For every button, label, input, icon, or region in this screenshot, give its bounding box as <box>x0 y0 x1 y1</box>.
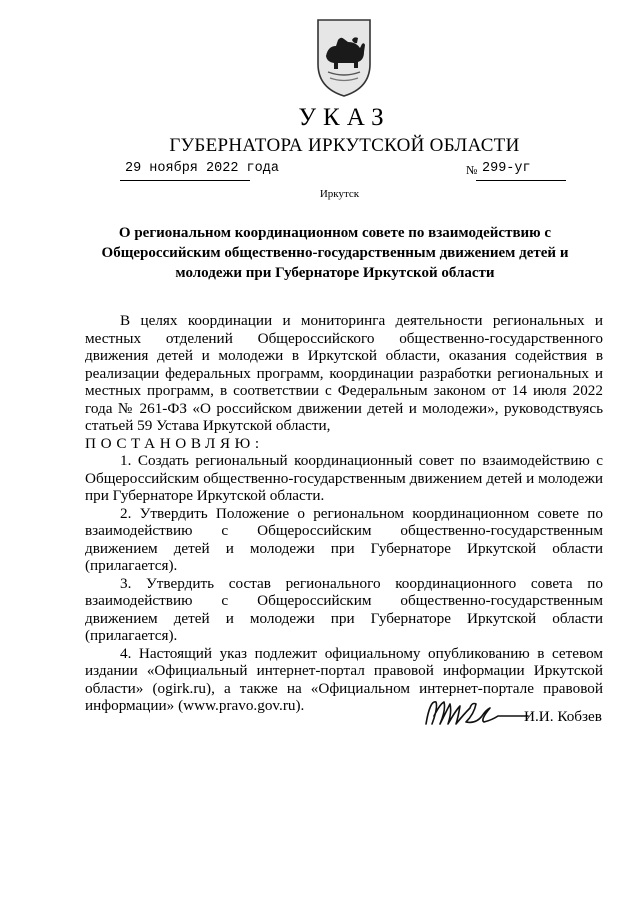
document-type-title: УКАЗ <box>298 104 391 131</box>
coat-of-arms-emblem <box>314 16 374 98</box>
issuing-authority: ГУБЕРНАТОРА ИРКУТСКОЙ ОБЛАСТИ <box>169 135 520 156</box>
preamble-paragraph: В целях координации и мониторинга деятельности региональных и местных отделений Общероссийского общественно-государственного движения детей и молодежи в Иркутской области, оказания содействия в реализации федеральных программ, координации разработки региональных и местных программ, в соответствии с Федеральным законом от 14 июля 2022 года № 261-ФЗ «О российском движении детей и молодежи», руководствуясь статьей 59 Устава Иркутской области, <box>85 312 603 434</box>
document-number: 299-уг <box>482 161 531 176</box>
document-date: 29 ноября 2022 года <box>125 161 279 176</box>
city-label: Иркутск <box>319 188 360 200</box>
item-paragraph-3: 3. Утвердить состав регионального координационного совета по взаимодействию с Общероссийским общественно-государственным движением детей и молодежи при Губернаторе Иркутской области (прилагается). <box>85 574 603 644</box>
document-body <box>85 312 603 715</box>
number-sign: № <box>466 163 478 177</box>
handwritten-signature <box>420 694 530 730</box>
item-paragraph-2: 2. Утвердить Положение о региональном координационном совете по взаимодействию с Общероссийским общественно-государственным движением детей и молодежи при Губернаторе Иркутской области (прилагается). <box>85 504 603 574</box>
document-heading: О региональном координационном совете по взаимодействию с Общероссийским общественно-государственным движением детей и молодежи при Губернаторе Иркутской области <box>101 225 569 281</box>
signer-name: И.И. Кобзев <box>524 708 602 725</box>
item-paragraph-1: 1. Создать региональный координационный совет по взаимодействию с Общероссийским общественно-государственным движением детей и молодежи при Губернаторе Иркутской области. <box>85 452 603 504</box>
item-paragraph-4: 4. Настоящий указ подлежит официальному опубликованию в сетевом издании «Официальный интернет-портал правовой информации Иркутской области» (ogirk.ru), а также на «Официальном интернет-портале правовой информации» (www.pravo.gov.ru). <box>85 644 603 714</box>
resolve-word: ПОСТАНОВЛЯЮ: <box>85 434 264 452</box>
